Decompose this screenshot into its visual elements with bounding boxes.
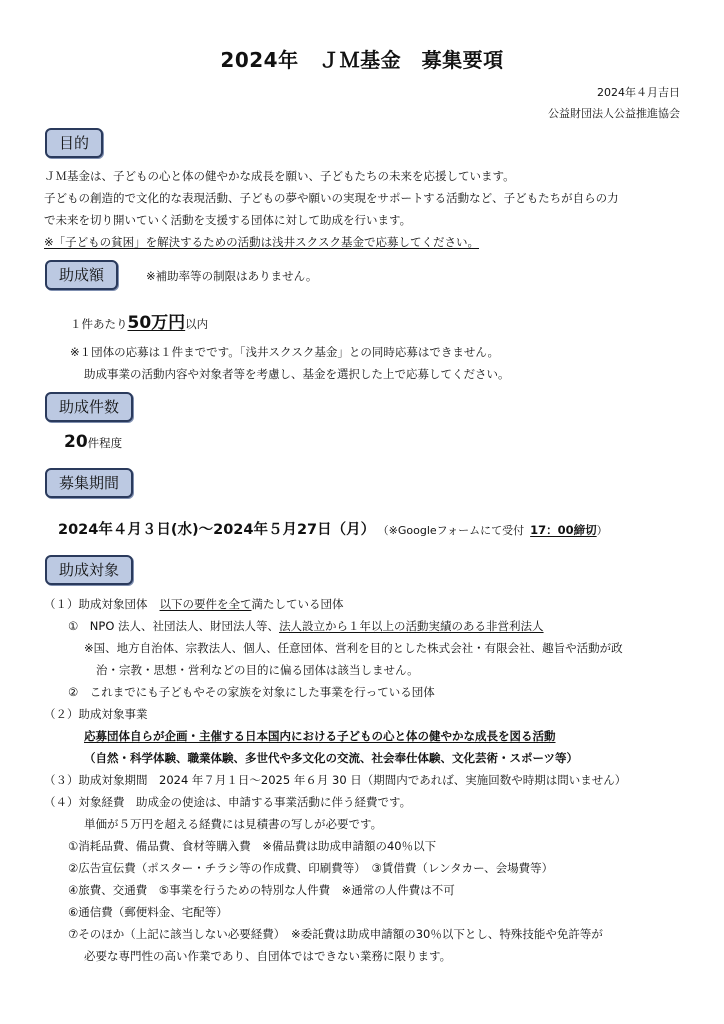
expense-6: 必要な専門性の高い作業であり、自団体ではできない業務に限ります。 bbox=[84, 949, 452, 963]
section-heading-amount: 助成額 bbox=[45, 260, 118, 290]
purpose-line-2: 子どもの創造的で文化的な表現活動、子どもの夢や願いの実現をサポートする活動など、子どもたちが自らの力 bbox=[44, 191, 619, 205]
amount-value: 50万円 bbox=[127, 313, 186, 333]
amount-suffix: 以内 bbox=[185, 317, 209, 331]
target-item-2-main: 応募団体自らが企画・主催する日本国内における子どもの心と体の健やかな成長を図る活動 bbox=[84, 729, 556, 743]
amount-note-2: 助成事業の活動内容や対象者等を考慮し、基金を選択した上で応募してください。 bbox=[84, 367, 510, 381]
requirement-1-prefix: ① NPO 法人、社団法人、財団法人等、 bbox=[68, 619, 280, 633]
expense-2: ②広告宣伝費（ポスター・チラシ等の作成費、印刷費等） ③賃借費（レンタカー、会場費等） bbox=[68, 861, 554, 875]
period-line bbox=[58, 518, 608, 539]
organization-name: 公益財団法人公益推進協会 bbox=[548, 107, 680, 120]
requirement-1 bbox=[68, 616, 544, 638]
requirement-1-underlined: 法人設立から１年以上の活動実績のある非営利法人 bbox=[279, 619, 544, 633]
section-heading-purpose: 目的 bbox=[45, 128, 103, 158]
target-item-1 bbox=[44, 594, 344, 616]
period-deadline: 17：00締切 bbox=[530, 523, 597, 537]
count-suffix: 件程度 bbox=[87, 436, 123, 450]
amount-prefix: １件あたり bbox=[70, 317, 128, 331]
requirement-2: ② これまでにも子どもやその家族を対象にした事業を行っている団体 bbox=[68, 685, 435, 699]
target-item-2-sub: （自然・科学体験、職業体験、多世代や多文化の交流、社会奉仕体験、文化芸術・スポーツ等） bbox=[84, 751, 579, 765]
expense-1: ①消耗品費、備品費、食材等購入費 ※備品費は助成申請額の40％以下 bbox=[68, 839, 437, 853]
period-note-prefix: （※Googleフォームにて受付 bbox=[383, 524, 525, 537]
requirement-1-note-1: ※国、地方自治体、宗教法人、個人、任意団体、営利を目的とした株式会社・有限会社、趣旨や活動が政 bbox=[84, 641, 623, 655]
amount-line bbox=[70, 308, 208, 333]
purpose-note: ※「子どもの貧困」を解決するための活動は浅井スクスク基金で応募してください。 bbox=[44, 235, 480, 249]
count-value: 20 bbox=[64, 432, 88, 452]
count-line bbox=[64, 432, 122, 452]
target-item-4: （４）対象経費 助成金の使途は、申請する事業活動に伴う経費です。 bbox=[44, 795, 412, 809]
purpose-line-3: で未来を切り開いていく活動を支援する団体に対して助成を行います。 bbox=[44, 213, 412, 227]
target-item-3: （３）助成対象期間 2024 年７月１日～2025 年６月 30 日（期間内であれば、実施回数や時期は問いません） bbox=[44, 773, 627, 787]
period-note-suffix: ） bbox=[596, 524, 608, 537]
purpose-line-1: ＪＭ基金は、子どもの心と体の健やかな成長を願い、子どもたちの未来を応援しています。 bbox=[44, 169, 515, 183]
section-heading-period: 募集期間 bbox=[45, 468, 133, 498]
target-item-1-rest: 満たしている団体 bbox=[251, 597, 344, 611]
amount-note-1: ※１団体の応募は１件までです。「浅井スクスク基金」との同時応募はできません。 bbox=[70, 345, 500, 359]
issue-date: 2024年４月吉日 bbox=[597, 86, 680, 99]
expense-5: ⑦そのほか（上記に該当しない必要経費） ※委託費は助成申請額の30％以下とし、特殊技能や免許等が bbox=[68, 927, 603, 941]
section-heading-count: 助成件数 bbox=[45, 392, 133, 422]
amount-note: ※補助率等の制限はありません。 bbox=[146, 269, 318, 283]
target-item-4-note: 単価が５万円を超える経費には見積書の写しが必要です。 bbox=[84, 817, 383, 831]
expense-4: ⑥通信費（郵便料金、宅配等） bbox=[68, 905, 228, 919]
target-item-1-label: （１）助成対象団体 bbox=[44, 597, 148, 611]
expense-3: ④旅費、交通費 ⑤事業を行うための特別な人件費 ※通常の人件費は不可 bbox=[68, 883, 455, 897]
section-heading-target: 助成対象 bbox=[45, 555, 133, 585]
period-main: 2024年４月３日(水)～2024年５月27日（月） bbox=[58, 522, 376, 538]
target-item-1-underline: 以下の要件を全て bbox=[159, 597, 252, 611]
requirement-1-note-2: 治・宗教・思想・営利などの目的に偏る団体は該当しません。 bbox=[96, 663, 419, 677]
page-title: 2024年 ＪＭ基金 募集要項 bbox=[220, 48, 504, 72]
target-item-2: （２）助成対象事業 bbox=[44, 707, 148, 721]
